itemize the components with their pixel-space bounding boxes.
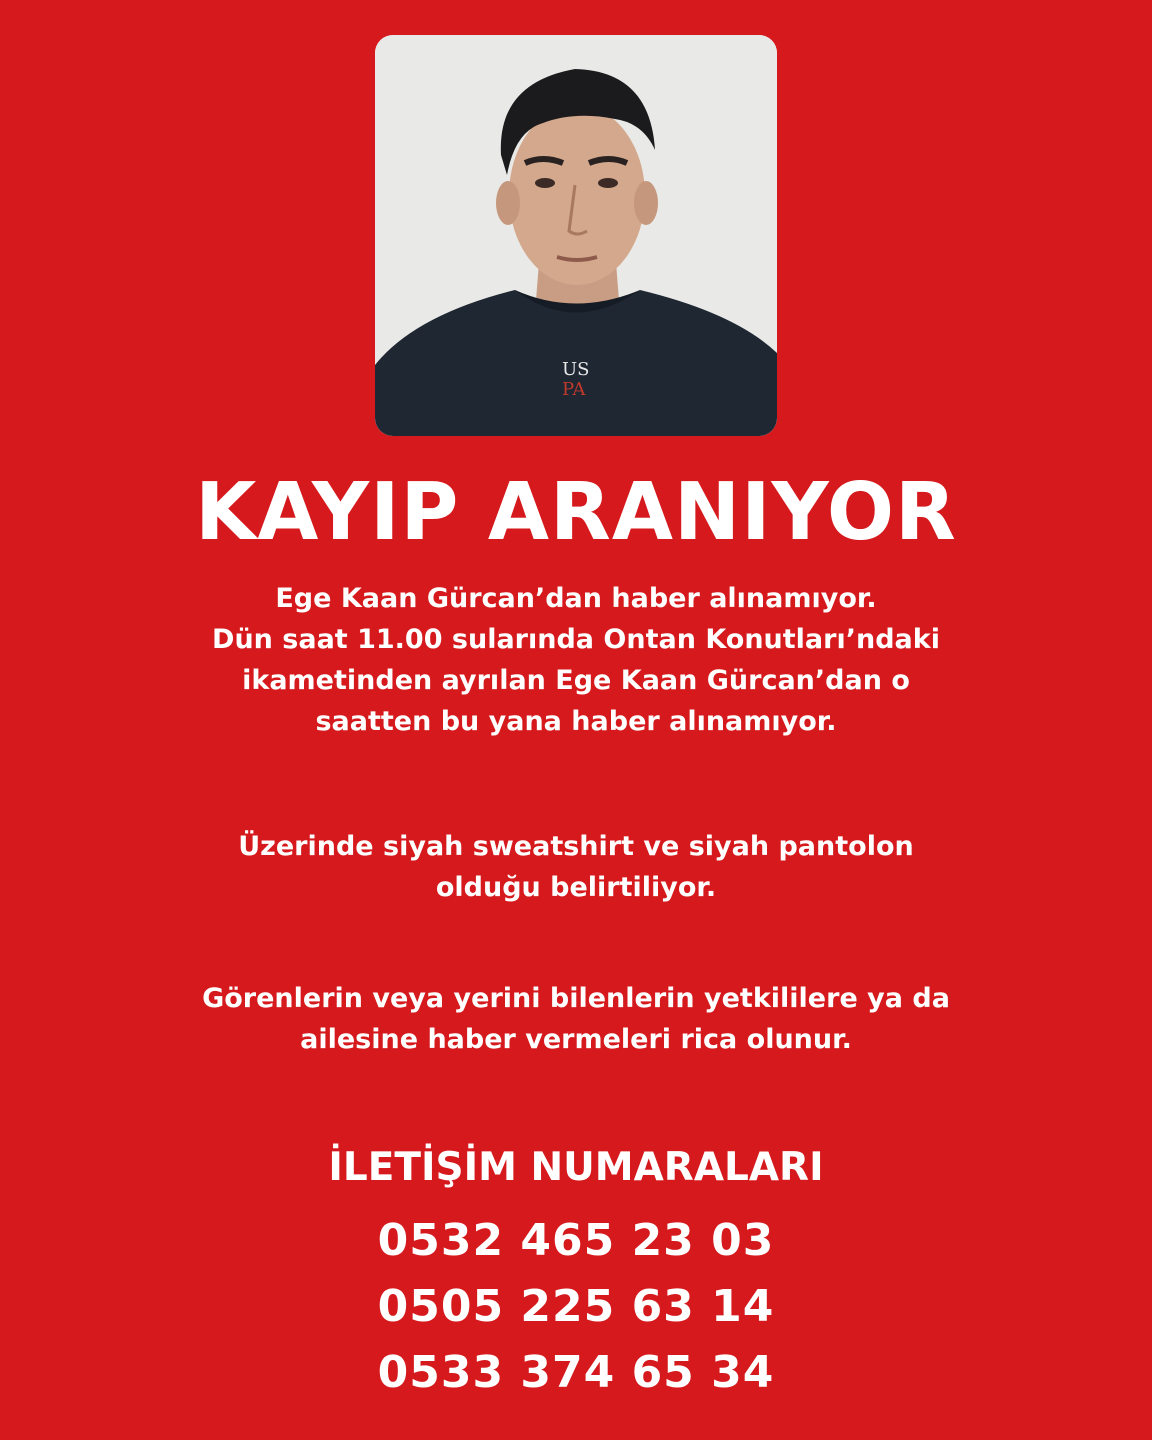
request-line: ailesine haber vermeleri rica olunur.	[300, 1024, 852, 1055]
shirt-logo-bottom: PA	[562, 379, 586, 400]
phone-number: 0505 225 63 14	[377, 1281, 775, 1332]
left-ear	[496, 181, 520, 225]
phone-number: 0532 465 23 03	[377, 1215, 775, 1266]
description-line: Dün saat 11.00 sularında Ontan Konutları’ndaki	[212, 624, 940, 655]
description-line: ikametinden ayrılan Ege Kaan Gürcan’dan o	[242, 665, 910, 696]
missing-headline: KAYIP ARANIYOR	[195, 466, 957, 558]
phone-list	[0, 1208, 1152, 1406]
description-line: saatten bu yana haber alınamıyor.	[315, 706, 837, 737]
contact-title: İLETİŞİM NUMARALARI	[328, 1145, 824, 1190]
shirt-logo-top: US	[562, 359, 590, 380]
description-paragraph	[0, 578, 1152, 742]
request-paragraph	[0, 978, 1152, 1060]
right-eye	[598, 178, 618, 188]
missing-person-photo	[375, 35, 777, 436]
portrait-illustration	[375, 35, 777, 436]
description-line: Ege Kaan Gürcan’dan haber alınamıyor.	[275, 583, 877, 614]
request-line: Görenlerin veya yerini bilenlerin yetkililere ya da	[202, 983, 950, 1014]
left-eye	[535, 178, 555, 188]
clothing-line: olduğu belirtiliyor.	[435, 872, 717, 903]
clothing-line: Üzerinde siyah sweatshirt ve siyah pantolon	[238, 831, 914, 862]
clothing-paragraph	[0, 826, 1152, 908]
right-ear	[634, 181, 658, 225]
phone-number: 0533 374 65 34	[377, 1347, 775, 1398]
